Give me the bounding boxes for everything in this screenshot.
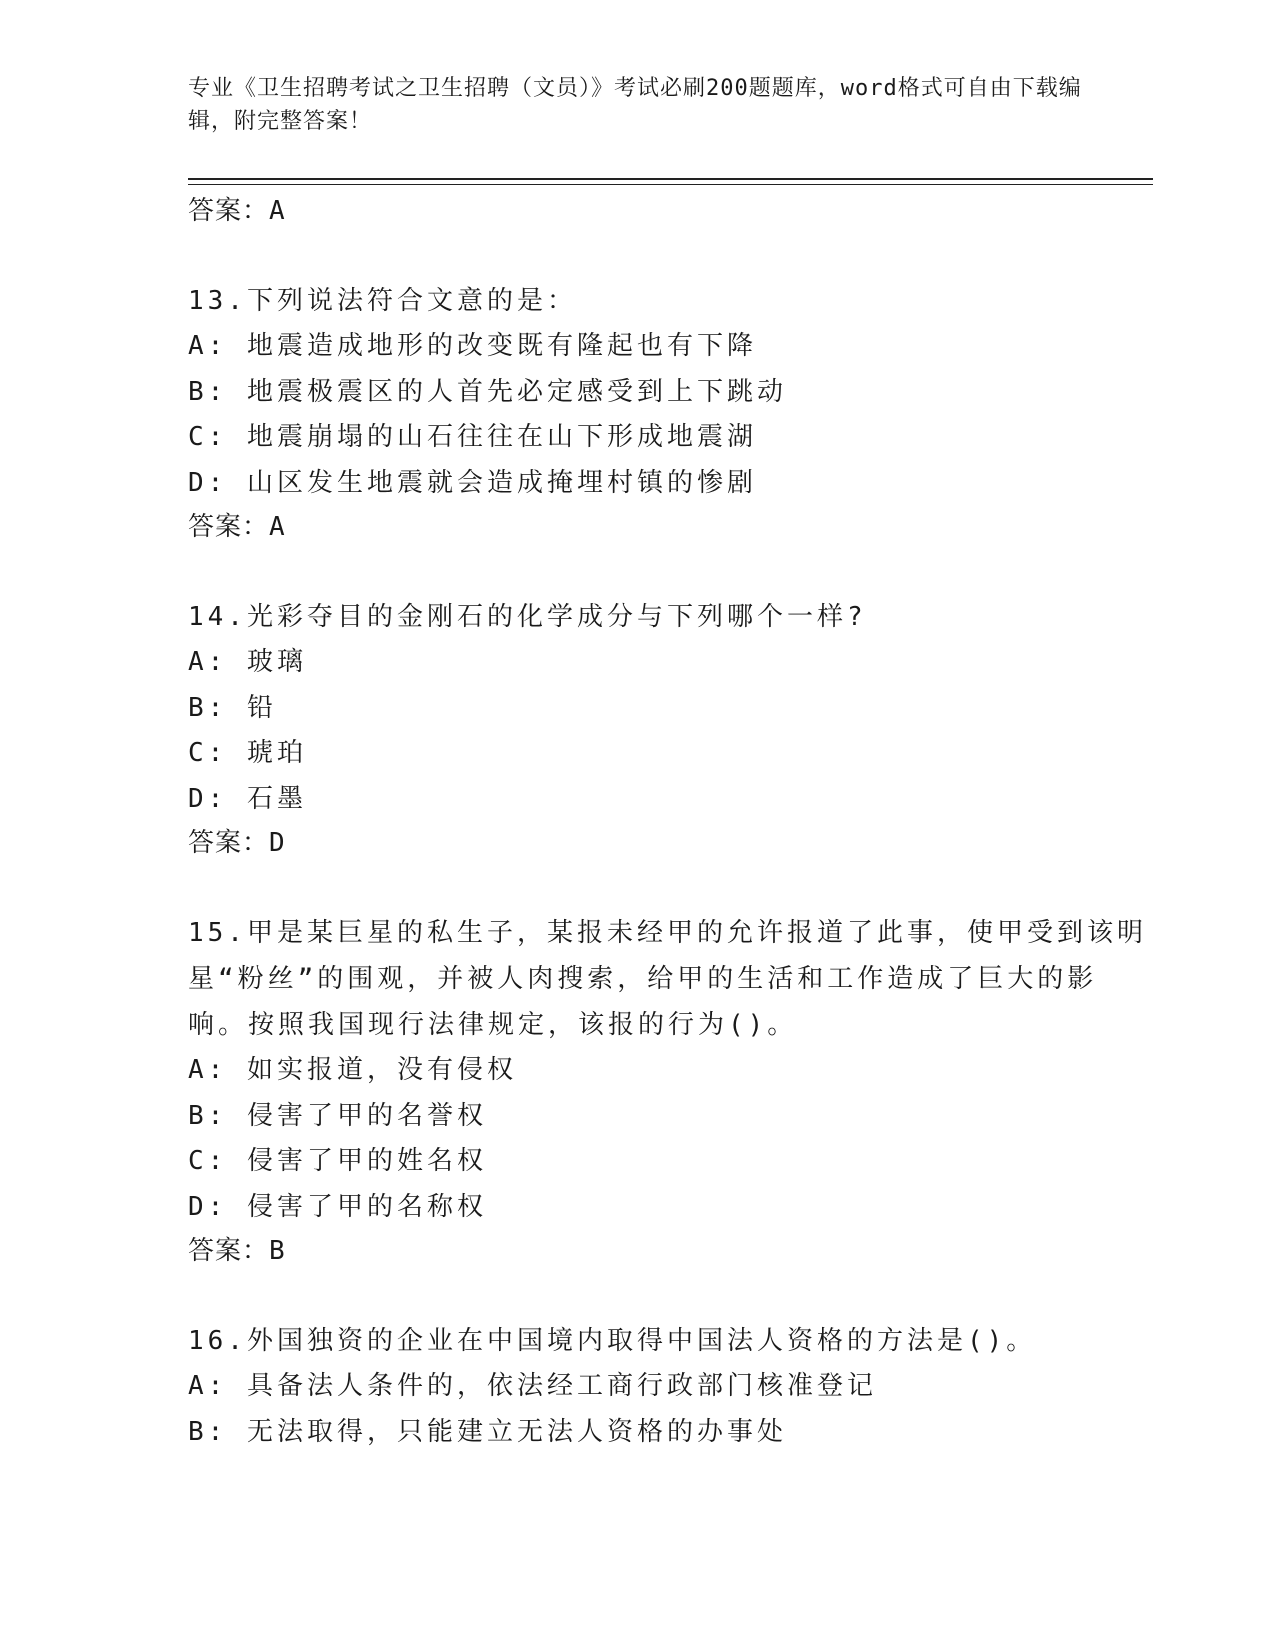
answer-label: 答案：	[188, 828, 270, 858]
question-16	[188, 1318, 1148, 1455]
option-b: B: 侵害了甲的名誉权	[188, 1100, 487, 1131]
answer-value: A	[269, 196, 286, 226]
answer-line	[188, 1230, 1148, 1272]
header-divider	[188, 178, 1153, 180]
answer-value: D	[269, 828, 286, 858]
option-c: C: 地震崩塌的山石往往在山下形成地震湖	[188, 422, 757, 452]
option-b: B: 地震极震区的人首先必定感受到上下跳动	[188, 376, 787, 407]
option-a: A: 如实报道，没有侵权	[188, 1055, 517, 1085]
option-b: B: 无法取得，只能建立无法人资格的办事处	[188, 1416, 787, 1447]
question-13	[188, 278, 1148, 548]
header-divider-thin	[188, 184, 1153, 185]
question-stem: 16.外国独资的企业在中国境内取得中国法人资格的方法是()。	[188, 1326, 1037, 1356]
question-stem: 15.甲是某巨星的私生子，某报未经甲的允许报道了此事，使甲受到该明星“粉丝”的围观，并被人肉搜索，给甲的生活和工作造成了巨大的影响。按照我国现行法律规定，该报的行为()。	[188, 918, 1147, 1040]
option-c: C: 琥珀	[188, 738, 307, 768]
option-d: D: 侵害了甲的名称权	[188, 1191, 487, 1222]
document-header: 专业《卫生招聘考试之卫生招聘（文员）》考试必刷200题题库，word格式可自由下载编辑，附完整答案！	[188, 76, 1082, 134]
answer-line	[188, 190, 1148, 232]
option-c: C: 侵害了甲的姓名权	[188, 1146, 487, 1176]
option-d: D: 山区发生地震就会造成掩埋村镇的惨剧	[188, 467, 757, 498]
option-d: D: 石墨	[188, 783, 307, 814]
answer-value: A	[269, 512, 286, 542]
option-a: A: 具备法人条件的，依法经工商行政部门核准登记	[188, 1371, 877, 1401]
question-14	[188, 594, 1148, 864]
option-b: B: 铅	[188, 692, 277, 723]
answer-value: B	[269, 1236, 286, 1266]
answer-line	[188, 822, 1148, 864]
question-stem: 13.下列说法符合文意的是：	[188, 286, 577, 316]
question-15	[188, 910, 1148, 1272]
option-a: A: 玻璃	[188, 647, 307, 677]
answer-label: 答案：	[188, 1236, 270, 1266]
answer-line	[188, 506, 1148, 548]
question-stem: 14.光彩夺目的金刚石的化学成分与下列哪个一样?	[188, 602, 867, 632]
answer-label: 答案：	[188, 512, 270, 542]
option-a: A: 地震造成地形的改变既有隆起也有下降	[188, 331, 757, 361]
document-body	[188, 190, 1148, 1455]
answer-label: 答案：	[188, 196, 270, 226]
